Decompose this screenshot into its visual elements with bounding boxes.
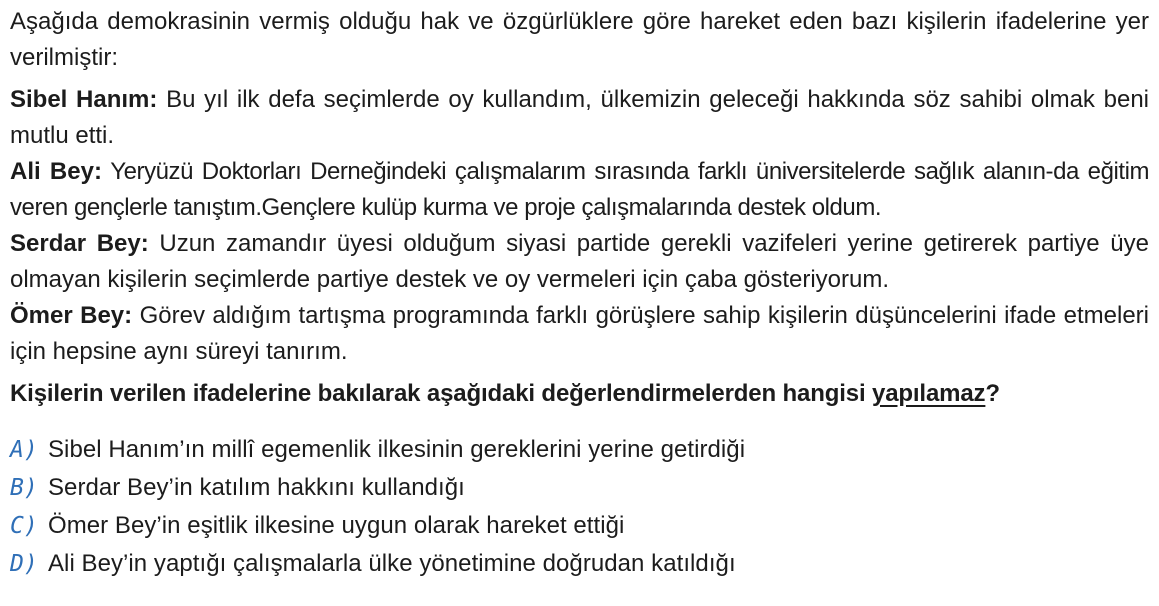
intro-text: Aşağıda demokrasinin vermiş olduğu hak ve özgürlüklere göre hareket eden bazı kişilerin ifadelerine yer verilmiştir: bbox=[10, 8, 1149, 71]
option-letter: C) bbox=[10, 513, 38, 539]
question-mark: ? bbox=[985, 380, 1000, 407]
option-text: Serdar Bey’in katılım hakkını kullandığı bbox=[48, 474, 465, 501]
option-letter: D) bbox=[10, 551, 38, 577]
question-emphasis: yapılamaz bbox=[872, 380, 986, 407]
statement-text: Uzun zamandır üyesi olduğum siyasi partide gerekli vazifeleri yerine getirerek partiye üye olmayan kişilerin seçimlerde partiye destek ve oy vermeleri için çaba gösteriyorum. bbox=[10, 230, 1149, 293]
option-text: Ali Bey’in yaptığı çalışmalarla ülke yönetimine doğrudan katıldığı bbox=[48, 550, 736, 577]
option-letter: A) bbox=[10, 437, 38, 463]
statement-text: Bu yıl ilk defa seçimlerde oy kullandım, ülkemizin geleceği hakkında söz sahibi olmak beni mutlu etti. bbox=[10, 86, 1150, 149]
statement-text: Görev aldığım tartışma programında farklı görüşlere sahip kişilerin düşüncelerini ifade etmeleri için hepsine aynı süreyi tanırım. bbox=[10, 302, 1149, 365]
statement-omer bbox=[10, 298, 1149, 370]
speaker-name: Sibel Hanım: bbox=[10, 86, 158, 113]
option-d[interactable] bbox=[10, 545, 1149, 583]
statement-serdar bbox=[10, 226, 1149, 298]
question-stem bbox=[10, 376, 1149, 412]
option-a[interactable] bbox=[10, 431, 1149, 469]
option-c[interactable] bbox=[10, 507, 1149, 545]
statement-text: Yeryüzü Doktorları Derneğindeki çalışmalarım sırasında farklı üniversitelerde sağlık alanın-da eğitim veren gençlerle tanıştım.Gençlere kulüp kurma ve proje çalışmalarında destek oldum. bbox=[10, 158, 1149, 221]
option-text: Sibel Hanım’ın millî egemenlik ilkesinin gereklerini yerine getirdiği bbox=[48, 436, 746, 463]
answer-options bbox=[10, 431, 1149, 583]
statement-ali bbox=[10, 154, 1149, 226]
speaker-name: Ali Bey: bbox=[10, 158, 102, 185]
speaker-name: Ömer Bey: bbox=[10, 302, 133, 329]
option-text: Ömer Bey’in eşitlik ilkesine uygun olarak hareket ettiği bbox=[48, 512, 625, 539]
speaker-name: Serdar Bey: bbox=[10, 230, 149, 257]
statements-block bbox=[10, 82, 1149, 370]
option-b[interactable] bbox=[10, 469, 1149, 507]
question-text: Kişilerin verilen ifadelerine bakılarak aşağıdaki değerlendirmelerden hangisi bbox=[10, 380, 872, 407]
statement-sibel bbox=[10, 82, 1149, 154]
option-letter: B) bbox=[10, 475, 38, 501]
